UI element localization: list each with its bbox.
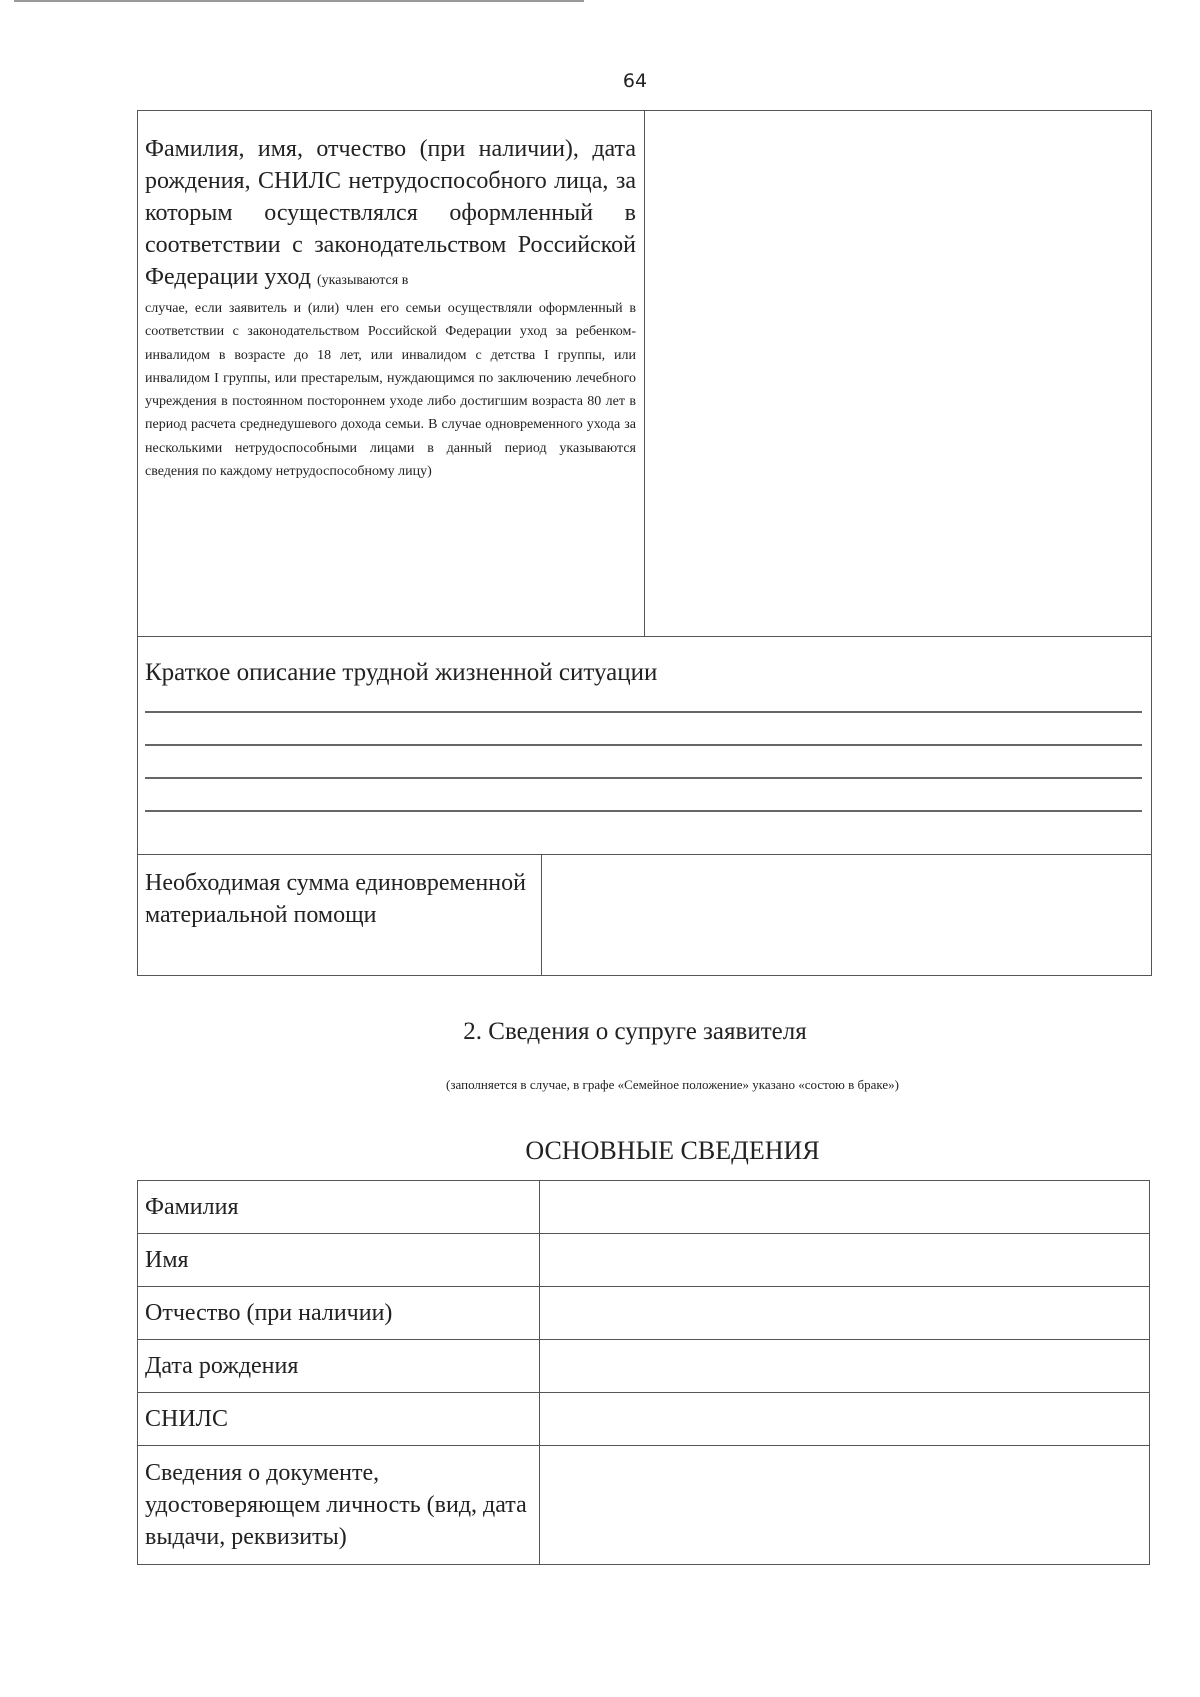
table-row — [138, 1181, 1150, 1234]
table-row — [138, 1287, 1150, 1340]
aid-amount-label: Необходимая сумма единовременной материальной помощи — [138, 855, 542, 975]
birth-date-label: Дата рождения — [138, 1340, 540, 1393]
disabled-care-row — [138, 111, 1151, 637]
situation-write-line-4[interactable] — [145, 810, 1142, 812]
table-row — [138, 1234, 1150, 1287]
snils-field[interactable] — [540, 1393, 1150, 1446]
id-document-label: Сведения о документе, удостоверяющем личность (вид, дата выдачи, реквизиты) — [138, 1446, 540, 1565]
disabled-care-note-start: (указываются в — [316, 273, 409, 288]
patronymic-field[interactable] — [540, 1287, 1150, 1340]
surname-label: Фамилия — [138, 1181, 540, 1234]
patronymic-label: Отчество (при наличии) — [138, 1287, 540, 1340]
name-label: Имя — [138, 1234, 540, 1287]
page-number: 64 — [622, 70, 648, 92]
birth-date-field[interactable] — [540, 1340, 1150, 1393]
disabled-care-label-main: Фамилия, имя, отчество (при наличии), дата рождения, СНИЛС нетрудоспособного лица, за которым осуществлялся оформленный в соответствии с законодательством Российской Федерации уход — [145, 136, 636, 290]
snils-label: СНИЛС — [138, 1393, 540, 1446]
table-row — [138, 1446, 1150, 1565]
disabled-care-note: случае, если заявитель и (или) член его семьи осуществляли оформленный в соответствии с законодательством Российской Федерации уход за ребенком-инвалидом в возрасте до 18 лет, или инвалидом с детства I группы, или инвалидом I группы, или престарелым, нуждающимся по заключению лечебного учреждения в постоянном постороннем уходе либо достигшим возраста 80 лет в период расчета среднедушевого дохода семьи. В случае одновременного ухода за несколькими нетрудоспособными лицами в данный период указываются сведения по каждому нетрудоспособному лицу) — [145, 301, 636, 480]
spouse-info-table — [137, 1180, 1150, 1565]
table-row — [138, 1393, 1150, 1446]
situation-write-line-2[interactable] — [145, 744, 1142, 746]
situation-label: Краткое описание трудной жизненной ситуации — [145, 659, 658, 686]
section-2-note: (заполняется в случае, в графе «Семейное положение» указано «состою в браке») — [446, 1077, 899, 1092]
situation-write-line-3[interactable] — [145, 777, 1142, 779]
name-field[interactable] — [540, 1234, 1150, 1287]
id-document-field[interactable] — [540, 1446, 1150, 1565]
section-2-title: 2. Сведения о супруге заявителя — [463, 1018, 807, 1045]
surname-field[interactable] — [540, 1181, 1150, 1234]
applicant-table — [137, 110, 1152, 976]
situation-write-line-1[interactable] — [145, 711, 1142, 713]
situation-row — [138, 637, 1151, 855]
basic-info-title: ОСНОВНЫЕ СВЕДЕНИЯ — [525, 1136, 820, 1165]
table-row — [138, 1340, 1150, 1393]
aid-amount-row — [138, 855, 1151, 975]
top-rule — [14, 0, 584, 2]
disabled-care-label — [138, 111, 645, 636]
